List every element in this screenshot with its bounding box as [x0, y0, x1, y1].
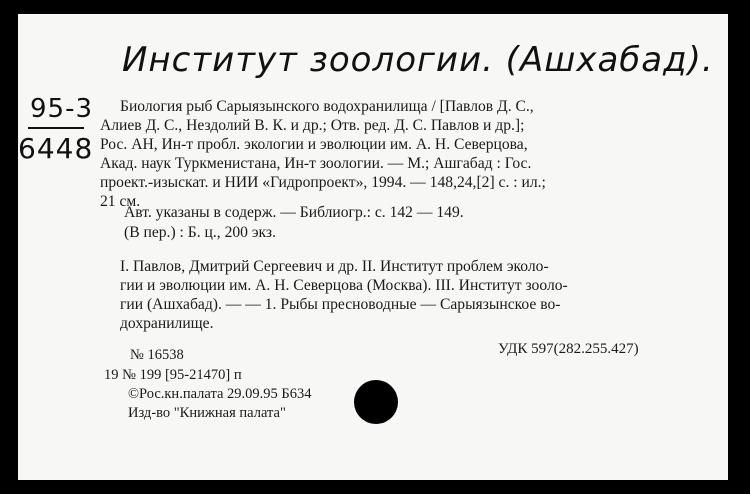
call-number-bottom: 6448: [18, 132, 94, 165]
note-line: (В пер.) : Б. ц., 200 экз.: [124, 224, 276, 241]
catalog-card: [18, 14, 728, 480]
description-line: Алиев Д. С., Нездолий В. К. и др.; Отв. ред. Д. С. Павлов и др.];: [100, 117, 525, 134]
record-number: № 16538: [130, 347, 184, 363]
call-number-top: 95-3: [30, 94, 94, 124]
udk-code: УДК 597(282.255.427): [498, 341, 639, 357]
tracing-line: гии и эволюции им. А. Н. Северцова (Москва). III. Институт зооло-: [120, 277, 568, 294]
note-line: Авт. указаны в содерж. — Библиогр.: с. 142 — 149.: [124, 204, 464, 221]
tracing-line: I. Павлов, Дмитрий Сергеевич и др. II. Институт проблем эколо-: [120, 258, 549, 275]
handwritten-heading: Институт зоологии. (Ашхабад).: [122, 40, 714, 80]
description-line: 21 см.: [100, 193, 141, 210]
tracing-line: дохранилище.: [120, 315, 214, 332]
description-line: Биология рыб Сарыязынского водохранилища / [Павлов Д. С.,: [120, 98, 534, 115]
call-number-divider: [28, 127, 84, 129]
description-line: Рос. АН, Ин-т пробл. экологии и эволюции им. А. Н. Северцова,: [100, 136, 528, 153]
registration-line: 19 № 199 [95-21470] п: [104, 367, 242, 383]
description-line: Акад. наук Туркменистана, Ин-т зоологии. — М.; Ашгабад : Гос.: [100, 155, 532, 172]
chamber-stamp-line: ©Рос.кн.палата 29.09.95 Б634: [128, 386, 312, 402]
ink-seal-dot: [354, 380, 398, 424]
tracing-line: гии (Ашхабад). — — 1. Рыбы пресноводные — Сарыязынское во-: [120, 296, 561, 313]
description-line: проект.-изыскат. и НИИ «Гидропроект», 1994. — 148,24,[2] с. : ил.;: [100, 174, 546, 191]
publisher-line: Изд-во "Книжная палата": [128, 405, 286, 421]
